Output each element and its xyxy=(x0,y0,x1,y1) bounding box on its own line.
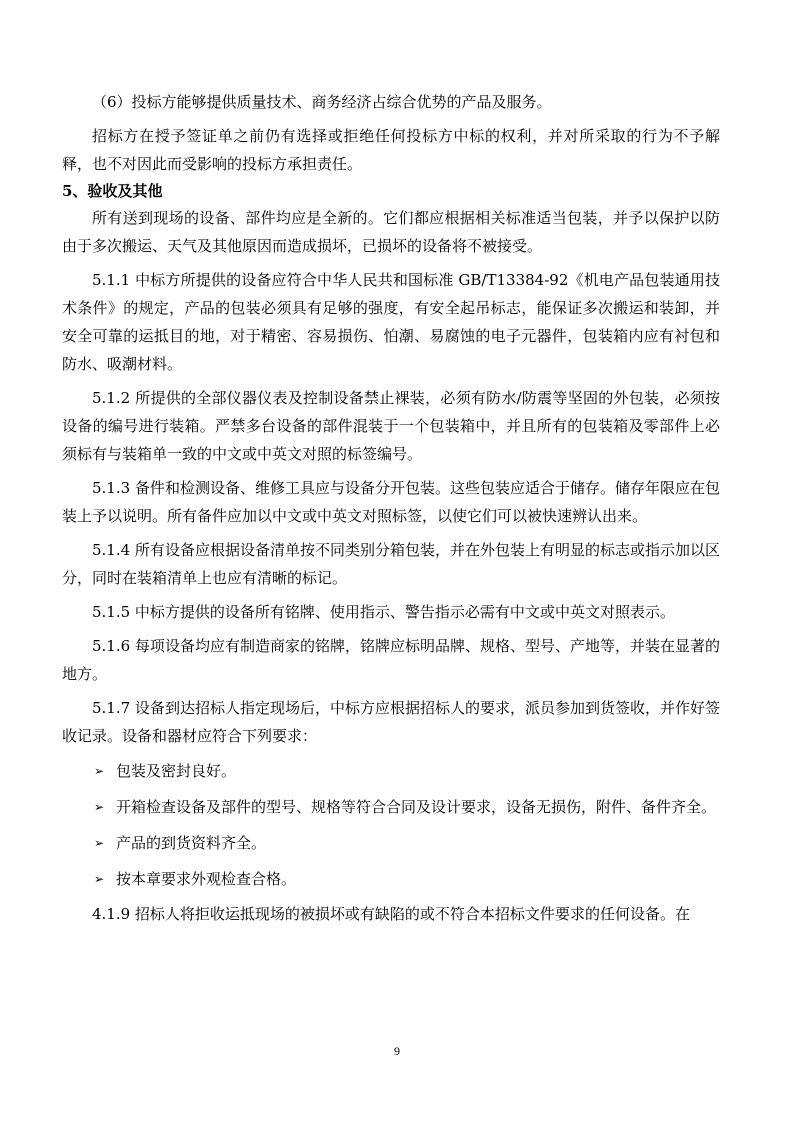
list-item xyxy=(94,864,720,894)
list-item-text: 按本章要求外观检查合格。 xyxy=(116,870,297,888)
paragraph-tenderer-rights: 招标方在授予签证单之前仍有选择或拒绝任何投标方中标的权利，并对所采取的行为不予解释，也不对因此而受影响的投标方承担责任。 xyxy=(62,127,720,173)
page-body xyxy=(62,88,720,928)
arrow-bullet-icon: ➢ xyxy=(94,764,105,778)
list-item-text: 产品的到货资料齐全。 xyxy=(116,834,267,852)
paragraph-new-equipment: 所有送到现场的设备、部件均应是全新的。它们都应根据相关标准适当包装，并予以保护以防由于多次搬运、天气及其他原因而造成损坏，已损坏的设备将不被接受。 xyxy=(62,209,720,255)
section-heading-acceptance: 5、验收及其他 xyxy=(62,182,163,200)
arrow-bullet-icon: ➢ xyxy=(94,836,105,850)
paragraph-5-1-1: 5.1.1 中标方所提供的设备应符合中华人民共和国标准 GB/T13384-92《机电产品包装通用技术条件》的规定，产品的包装必须具有足够的强度，有安全起吊标志，能保证多次搬运和装卸，并安全可靠的运抵目的地，对于精密、容易损伤、怕潮、易腐蚀的电子元器件，包装箱内应有衬包和防水、吸潮材料。 xyxy=(62,271,720,373)
list-item-text: 开箱检查设备及部件的型号、规格等符合合同及设计要求，设备无损伤，附件、备件齐全。 xyxy=(116,798,717,816)
paragraph-5-1-7: 5.1.7 设备到达招标人指定现场后，中标方应根据招标人的要求，派员参加到货签收，并作好签收记录。设备和器材应符合下列要求： xyxy=(62,699,720,745)
page-number: 9 xyxy=(394,1044,400,1058)
list-item xyxy=(94,792,720,822)
list-item xyxy=(94,828,720,858)
paragraph-bidder-advantage: （6）投标方能够提供质量技术、商务经济占综合优势的产品及服务。 xyxy=(92,93,552,111)
list-item xyxy=(94,756,720,786)
paragraph-5-1-4: 5.1.4 所有设备应根据设备清单按不同类别分箱包装，并在外包装上有明显的标志或指示加以区分，同时在装箱清单上也应有清晰的标记。 xyxy=(62,541,720,587)
list-item-text: 包装及密封良好。 xyxy=(116,762,237,780)
arrow-bullet-icon: ➢ xyxy=(94,800,105,814)
paragraph-5-1-2: 5.1.2 所提供的全部仪器仪表及控制设备禁止裸装，必须有防水/防震等坚固的外包装，必须按设备的编号进行装箱。严禁多台设备的部件混装于一个包装箱中，并且所有的包装箱及零部件上必须标有与装箱单一致的中文或中英文对照的标签编号。 xyxy=(62,389,720,463)
paragraph-5-1-3: 5.1.3 备件和检测设备、维修工具应与设备分开包装。这些包装应适合于储存。储存年限应在包装上予以说明。所有备件应加以中文或中英文对照标签，以使它们可以被快速辨认出来。 xyxy=(62,479,720,525)
paragraph-5-1-6: 5.1.6 每项设备均应有制造商家的铭牌，铭牌应标明品牌、规格、型号、产地等，并装在显著的地方。 xyxy=(62,637,720,683)
paragraph-5-1-5: 5.1.5 中标方提供的设备所有铭牌、使用指示、警告指示必需有中文或中英文对照表示。 xyxy=(92,603,675,621)
paragraph-4-1-9: 4.1.9 招标人将拒收运抵现场的被损坏或有缺陷的或不符合本招标文件要求的任何设备。在 xyxy=(92,905,690,923)
arrow-bullet-icon: ➢ xyxy=(94,872,105,886)
